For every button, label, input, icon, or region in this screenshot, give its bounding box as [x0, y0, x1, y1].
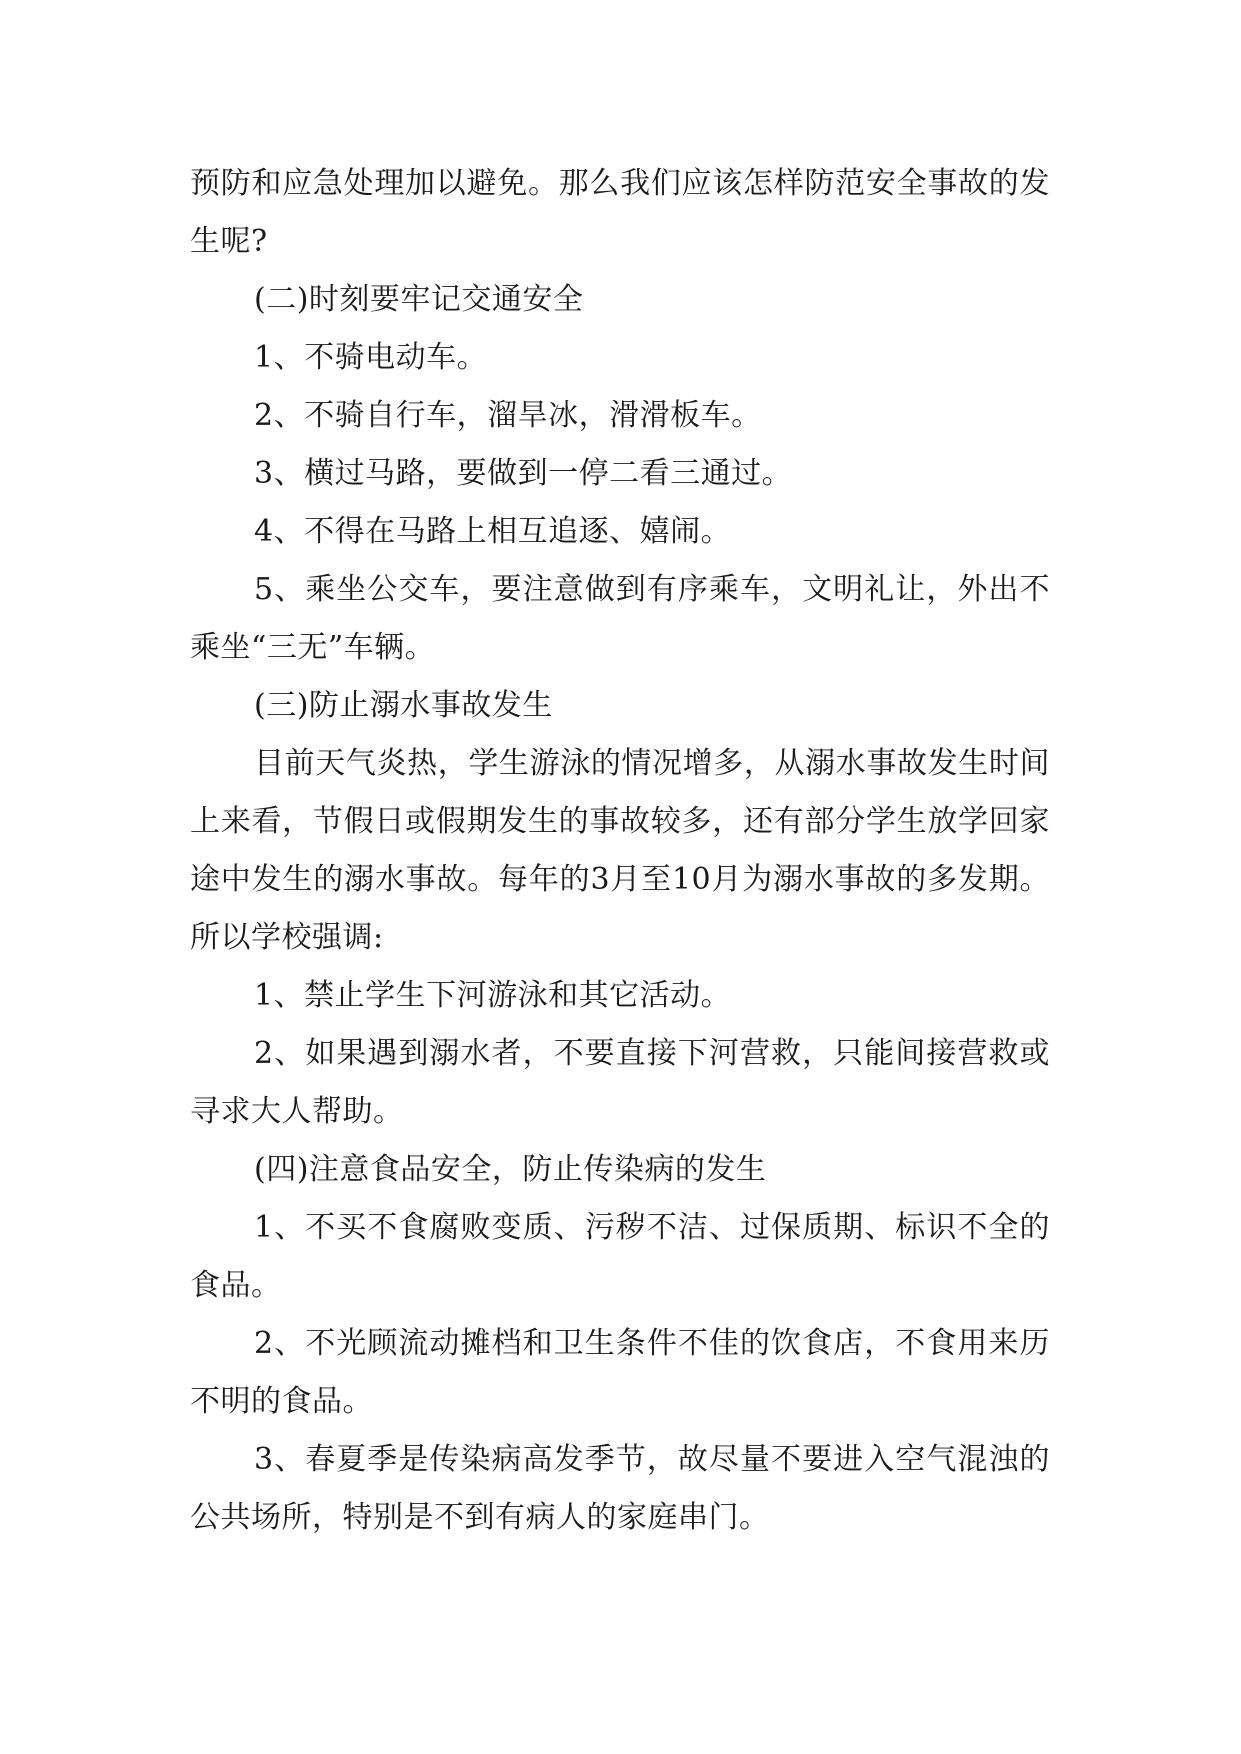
section-heading-food-safety: (四)注意食品安全，防止传染病的发生: [254, 1152, 767, 1187]
document-body: [190, 155, 1050, 1547]
traffic-item-3: 3、横过马路，要做到一停二看三通过。: [254, 456, 793, 491]
traffic-item-5: 5、乘坐公交车，要注意做到有序乘车，文明礼让，外出不乘坐“三无”车辆。: [190, 572, 1050, 665]
food-item-1: 1、不买不食腐败变质、污秽不洁、过保质期、标识不全的食品。: [190, 1210, 1050, 1303]
food-item-2: 2、不光顾流动摊档和卫生条件不佳的饮食店，不食用来历不明的食品。: [190, 1326, 1050, 1419]
traffic-item-4: 4、不得在马路上相互追逐、嬉闹。: [254, 514, 732, 549]
traffic-item-2: 2、不骑自行车，溜旱冰，滑滑板车。: [254, 398, 762, 433]
traffic-item-1: 1、不骑电动车。: [254, 340, 488, 375]
section-heading-traffic: (二)时刻要牢记交通安全: [254, 282, 584, 317]
drowning-intro-paragraph: 目前天气炎热，学生游泳的情况增多，从溺水事故发生时间上来看，节假日或假期发生的事故较多，还有部分学生放学回家途中发生的溺水事故。每年的3月至10月为溺水事故的多发期。所以学校强调:: [190, 746, 1050, 955]
food-item-3: 3、春夏季是传染病高发季节，故尽量不要进入空气混浊的公共场所，特别是不到有病人的家庭串门。: [190, 1442, 1050, 1535]
drowning-item-1: 1、禁止学生下河游泳和其它活动。: [254, 978, 732, 1013]
drowning-item-2: 2、如果遇到溺水者，不要直接下河营救，只能间接营救或寻求大人帮助。: [190, 1036, 1050, 1129]
paragraph-intro: 预防和应急处理加以避免。那么我们应该怎样防范安全事故的发生呢?: [190, 166, 1050, 259]
section-heading-drowning: (三)防止溺水事故发生: [254, 688, 553, 723]
